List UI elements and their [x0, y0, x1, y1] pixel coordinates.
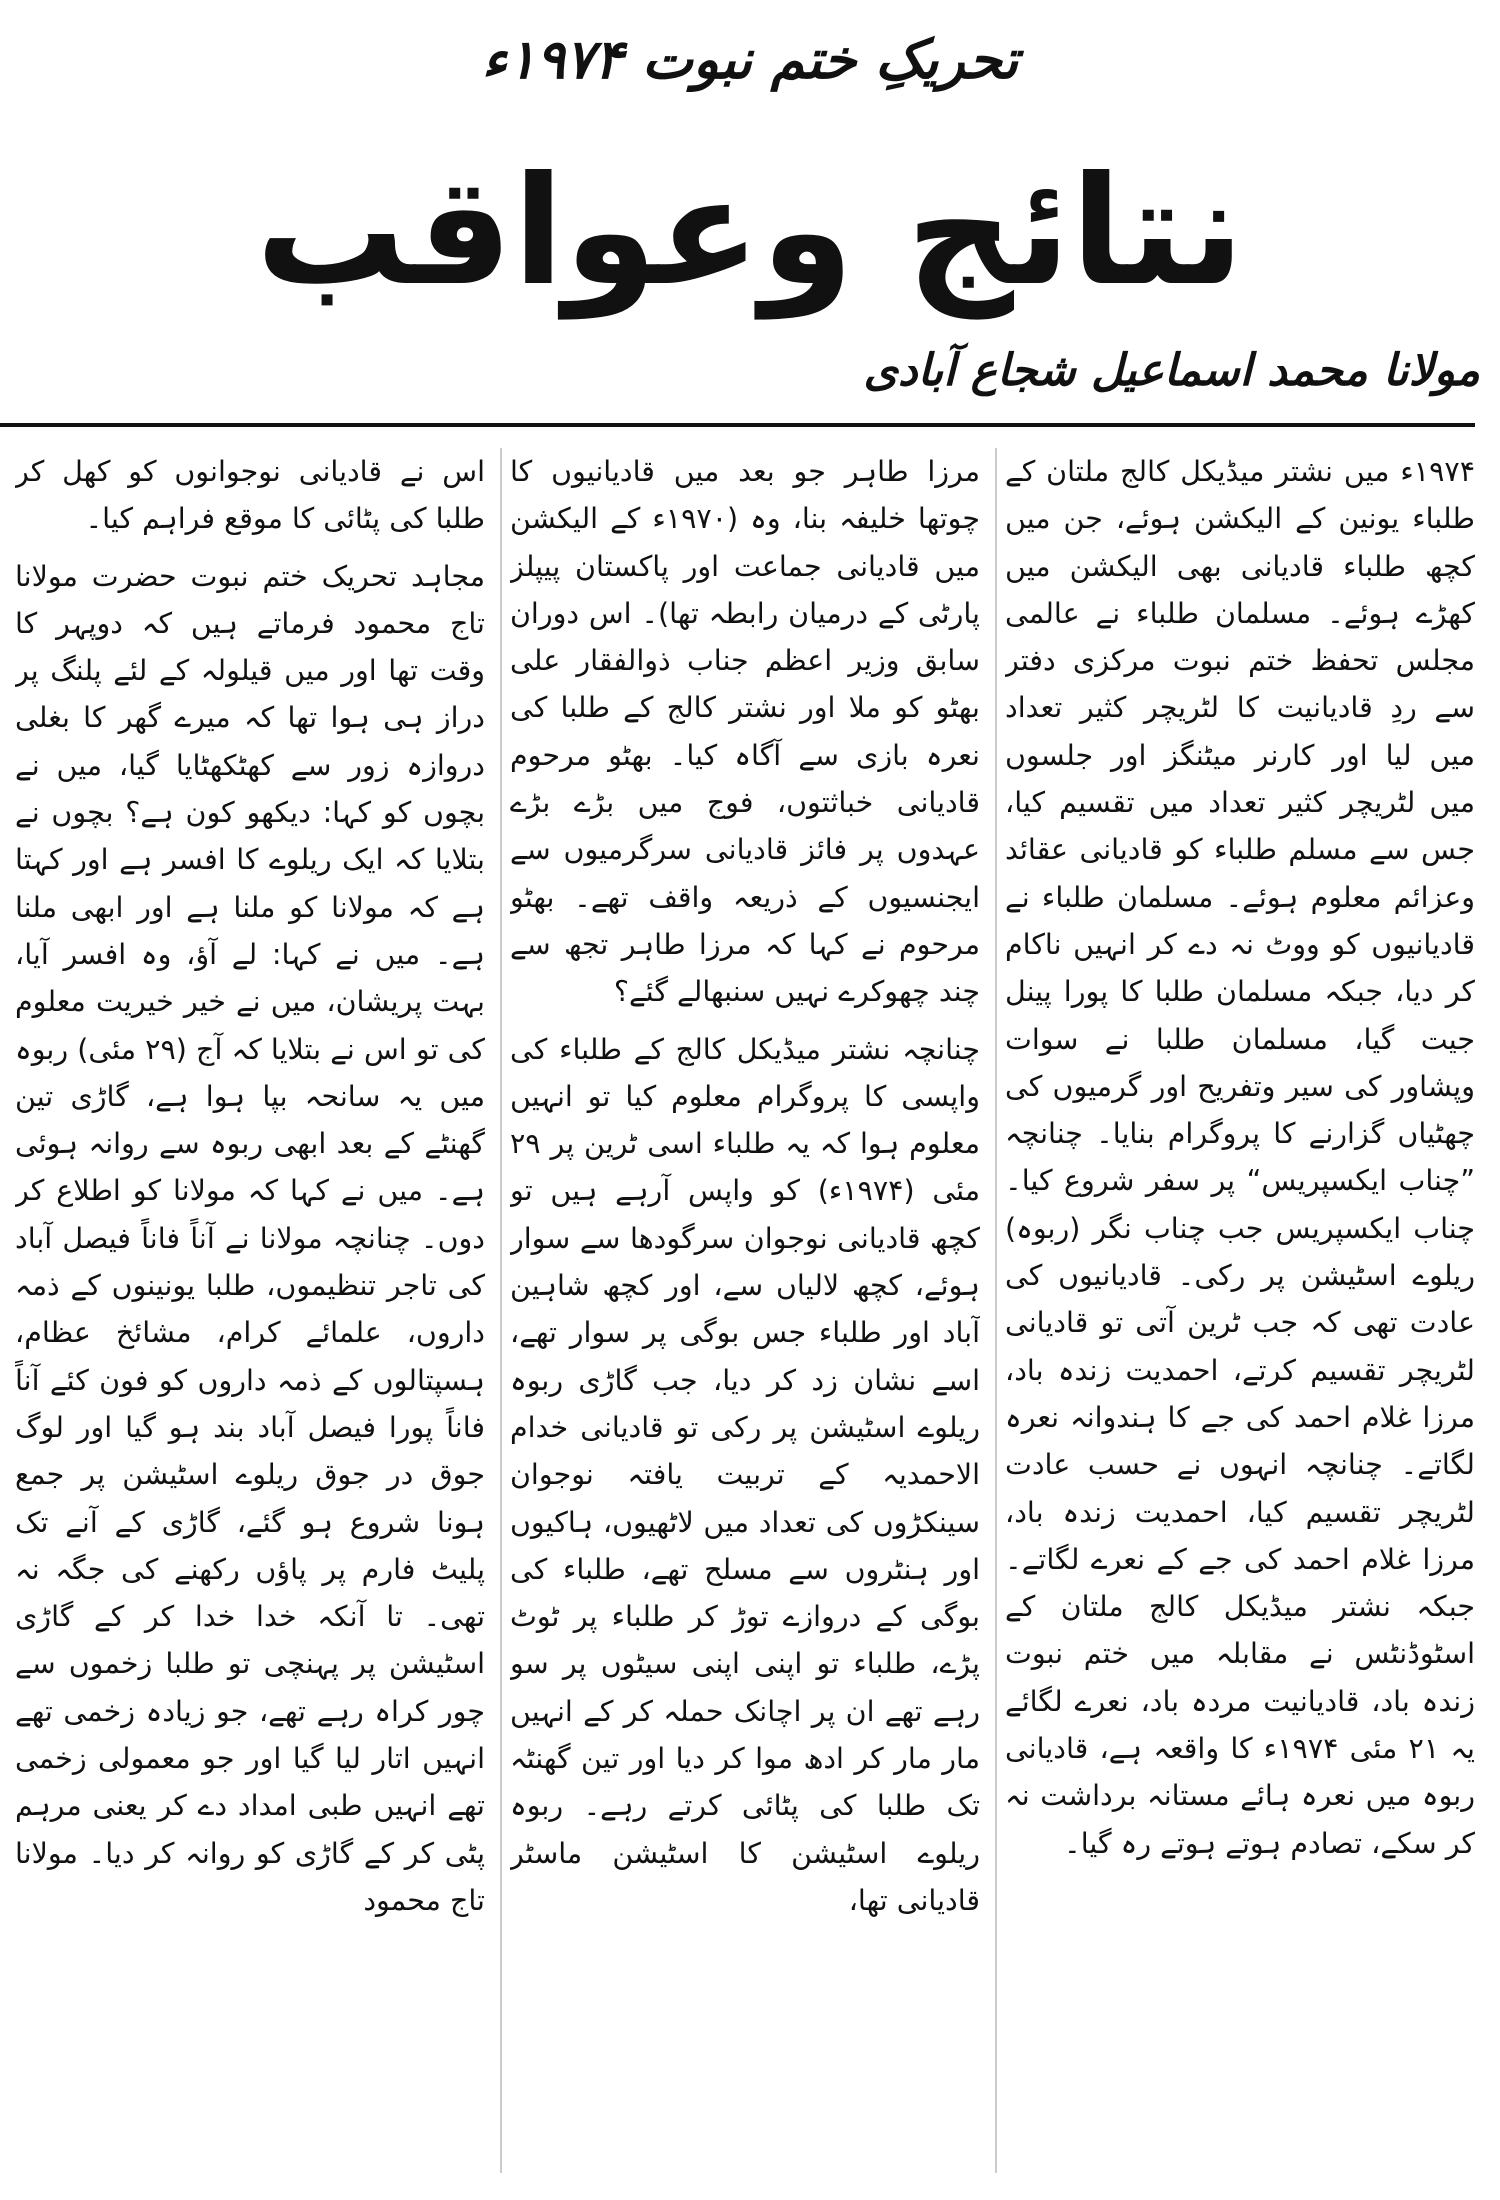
column-divider [500, 448, 502, 2173]
column-3-paragraph: اس نے قادیانی نوجوانوں کو کھل کر طلبا کی پٹائی کا موقع فراہم کیا۔ [15, 455, 485, 536]
column-2-paragraph: چنانچہ نشتر میڈیکل کالج کے طلباء کی واپسی کا پروگرام معلوم کیا تو انہیں معلوم ہوا کہ یہ طلباء اسی ٹرین پر ۲۹ مئی (۱۹۷۴ء) کو واپس آرہے ہیں تو کچھ قادیانی نوجوان سرگودھا سے سوار ہوئے، کچھ لالیاں سے، اور کچھ شاہین آباد اور طلباء جس بوگی پر سوار تھے، اسے نشان زد کر دیا، جب گاڑی ربوہ ریلوے اسٹیشن پر رکی تو قادیانی خدام الاحمدیہ کے تربیت یافتہ نوجوان سینکڑوں کی تعداد میں لاٹھیوں، ہاکیوں اور ہنٹروں سے مسلح تھے، طلباء کی بوگی کے دروازے توڑ کر طلباء پر ٹوٹ پڑے، طلباء تو اپنی اپنی سیٹوں پر سو رہے تھے ان پر اچانک حملہ کر کے انہیں مار مار کر ادھ موا کر دیا اور تین گھنٹہ تک طلبا کی پٹائی کرتے رہے۔ ربوہ ریلوے اسٹیشن کا اسٹیشن ماسٹر قادیانی تھا، [510, 1032, 980, 1917]
column-1-paragraph: ۱۹۷۴ء میں نشتر میڈیکل کالج ملتان کے طلباء یونین کے الیکشن ہوئے، جن میں کچھ طلباء قادیانی بھی الیکشن میں کھڑے ہوئے۔ مسلمان طلباء نے عالمی مجلس تحفظ ختم نبوت مرکزی دفتر سے ردِ قادیانیت کا لٹریچر کثیر تعداد میں لیا اور کارنر میٹنگز اور جلسوں میں لٹریچر کثیر تعداد میں تقسیم کیا، جس سے مسلم طلباء کو قادیانی عقائد وعزائم معلوم ہوئے۔ مسلمان طلباء نے قادیانیوں کو ووٹ نہ دے کر انہیں ناکام کر دیا، جبکہ مسلمان طلبا کا پورا پینل جیت گیا، مسلمان طلبا نے سوات وپشاور کی سیر وتفریح اور گرمیوں کی چھٹیاں گزارنے کا پروگرام بنایا۔ چنانچہ ”چناب ایکسپریس“ پر سفر شروع کیا۔ چناب ایکسپریس جب چناب نگر (ربوہ) ریلوے اسٹیشن پر رکی۔ قادیانیوں کی عادت تھی کہ جب ٹرین آتی تو قادیانی لٹریچر تقسیم کرتے، احمدیت زندہ باد، مرزا غلام احمد کی جے کا ہندوانہ نعرہ لگاتے۔ چنانچہ انہوں نے حسب عادت لٹریچر تقسیم کیا، احمدیت زندہ باد، مرزا غلام احمد کی جے کے نعرے لگاتے۔ جبکہ نشتر میڈیکل کالج ملتان کے اسٹوڈنٹس نے مقابلہ میں ختم نبوت زندہ باد، قادیانیت مردہ باد، نعرے لگائے یہ ۲۱ مئی ۱۹۷۴ء کا واقعہ ہے، قادیانی ربوہ میں نعرہ ہائے مستانہ برداشت نہ کر سکے، تصادم ہوتے ہوتے رہ گیا۔ [1005, 455, 1475, 1860]
author-byline: مولانا محمد اسماعیل شجاع آبادی [863, 345, 1480, 396]
kicker-headline: تحریکِ ختم نبوت ۱۹۷۴ء [481, 27, 1019, 91]
article-column-3 [15, 448, 485, 2173]
article-column-2 [510, 448, 980, 2173]
column-2-paragraph: مرزا طاہر جو بعد میں قادیانیوں کا چوتھا خلیفہ بنا، وہ (۱۹۷۰ء کے الیکشن میں قادیانی جماعت اور پاکستان پیپلز پارٹی کے درمیان رابطہ تھا)۔ اس دوران سابق وزیر اعظم جناب ذوالفقار علی بھٹو کو ملا اور نشتر کالج کے طلبا کی نعرہ بازی سے آگاہ کیا۔ بھٹو مرحوم قادیانی خباثتوں، فوج میں بڑے بڑے عہدوں پر فائز قادیانی سرگرمیوں سے ایجنسیوں کے ذریعہ واقف تھے۔ بھٹو مرحوم نے کہا کہ مرزا طاہر تجھ سے چند چھوکرے نہیں سنبھالے گئے؟ [510, 455, 980, 1009]
column-divider [995, 448, 997, 2173]
column-3-paragraph: مجاہد تحریک ختم نبوت حضرت مولانا تاج محمود فرماتے ہیں کہ دوپہر کا وقت تھا اور میں قیلولہ کے لئے پلنگ پر دراز ہی ہوا تھا کہ میرے گھر کا بغلی دروازہ زور سے کھٹکھٹایا گیا، میں نے بچوں کو کہا: دیکھو کون ہے؟ بچوں نے بتلایا کہ ایک ریلوے کا افسر ہے اور کہتا ہے کہ مولانا کو ملنا ہے اور ابھی ملنا ہے۔ میں نے کہا: لے آؤ، وہ افسر آیا، بہت پریشان، میں نے خیر خیریت معلوم کی تو اس نے بتلایا کہ آج (۲۹ مئی) ربوہ میں یہ سانحہ بپا ہوا ہے، گاڑی تین گھنٹے کے بعد ابھی ربوہ سے روانہ ہوئی ہے۔ میں نے کہا کہ مولانا کو اطلاع کر دوں۔ چنانچہ مولانا نے آناً فاناً فیصل آباد کی تاجر تنظیموں، طلبا یونینوں کے ذمہ داروں، علمائے کرام، مشائخ عظام، ہسپتالوں کے ذمہ داروں کو فون کئے آناً فاناً پورا فیصل آباد بند ہو گیا اور لوگ جوق در جوق ریلوے اسٹیشن پر جمع ہونا شروع ہو گئے، گاڑی کے آنے تک پلیٹ فارم پر پاؤں رکھنے کی جگہ نہ تھی۔ تا آنکہ خدا خدا کر کے گاڑی اسٹیشن پر پہنچی تو طلبا زخموں سے چور کراہ رہے تھے، جو زیادہ زخمی تھے انہیں اتار لیا گیا اور جو معمولی زخمی تھے انہیں طبی امداد دے کر یعنی مرہم پٹی کر کے گاڑی کو روانہ کر دیا۔ مولانا تاج محمود [15, 559, 485, 1917]
article-column-1 [1005, 448, 1475, 2173]
main-headline: نتائج وعواقب [255, 145, 1245, 319]
header-rule [0, 423, 1475, 427]
